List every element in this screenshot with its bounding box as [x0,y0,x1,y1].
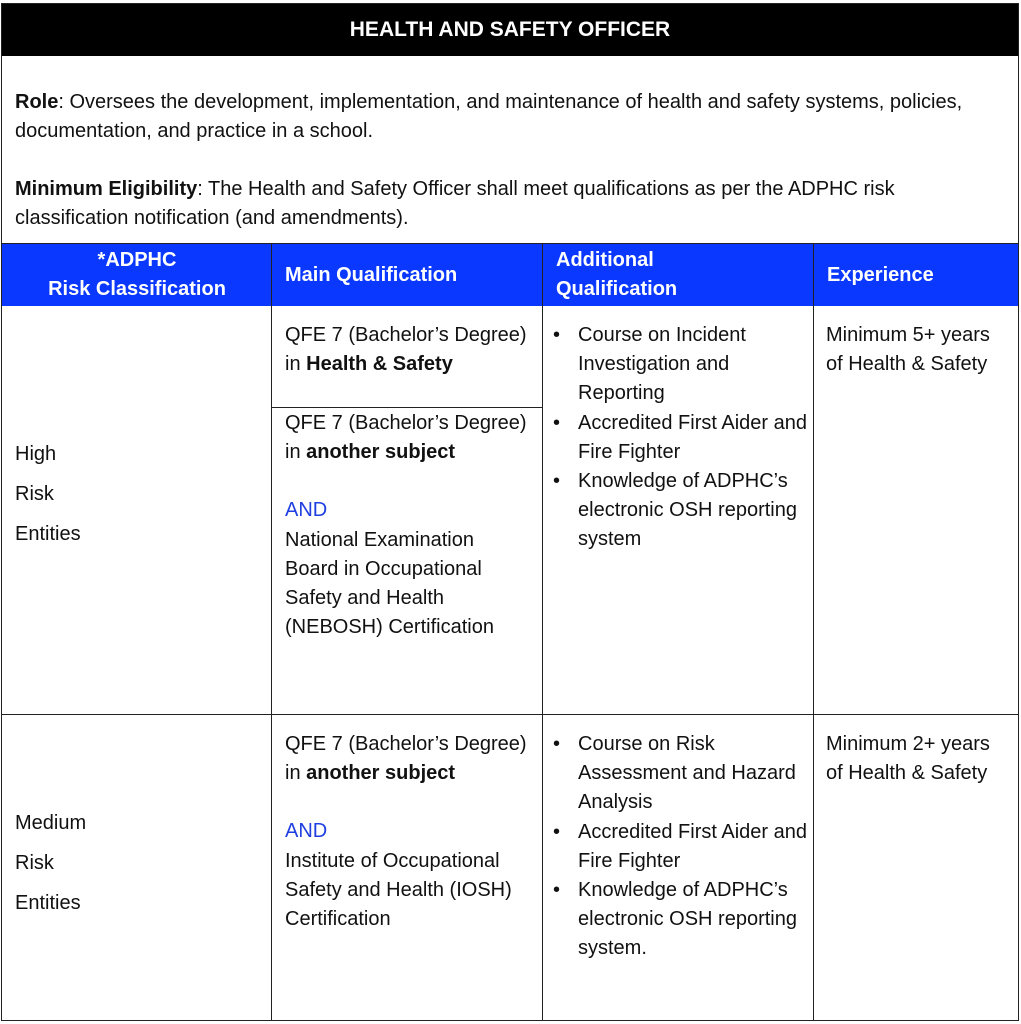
classification-word: Entities [15,892,81,914]
main-qualification-subject: another subject [306,762,456,785]
eligibility-paragraph [15,175,1005,233]
header-main-qualification: Main Qualification [285,263,458,286]
list-item: • Accredited First Aider and Fire Fighter [547,409,809,467]
certification-text: Institute of Occupational Safety and Health (IOSH) Certification [285,849,512,931]
classification-word: Medium [15,812,87,834]
row-high-main-qualification-a [285,321,530,379]
row-high-classification [15,434,255,554]
table-header-row [2,244,1018,306]
role-text: : Oversees the development, implementation, and maintenance of health and safety systems, policies, documentation, and practice in a school. [15,91,963,142]
list-item: • Course on Risk Assessment and Hazard Analysis [547,730,809,818]
header-classification-line2: Risk Classification [48,278,226,300]
column-divider [813,244,814,1020]
classification-word: High [15,443,57,465]
role-paragraph [15,88,1005,146]
main-qualification-prefix: QFE 7 (Bachelor’s Degree) in [285,324,527,376]
main-qualification-subject: Health & Safety [306,353,453,376]
list-item: • Accredited First Aider and Fire Fighter [547,818,809,876]
list-item: • Knowledge of ADPHC’s electronic OSH reporting system [547,467,809,555]
and-connector: AND [285,499,328,522]
row-high-additional-qualification [547,321,809,555]
row-high-main-qualification-b [285,409,530,642]
row-divider [2,714,1018,715]
row-medium-classification [15,803,255,923]
row-medium-main-qualification [285,730,530,934]
header-additional-qualification [543,244,814,306]
table-top-border [2,243,1018,244]
page-title: HEALTH AND SAFETY OFFICER [2,4,1018,56]
certification-text: National Examination Board in Occupational Safety and Health (NEBOSH) Certification [285,528,494,639]
header-classification-line1: *ADPHC [97,249,177,271]
list-item: • Knowledge of ADPHC’s electronic OSH reporting system. [547,876,809,964]
header-additional-line2: Qualification [556,278,678,300]
classification-word: Entities [15,523,81,545]
header-experience: Experience [827,263,934,286]
sub-row-divider [271,407,543,408]
qualification-card [1,3,1019,1021]
main-qualification-prefix: QFE 7 (Bachelor’s Degree) in [285,733,527,785]
row-medium-experience: Minimum 2+ years of Health & Safety [826,733,990,785]
main-qualification-prefix: QFE 7 (Bachelor’s Degree) in [285,412,527,464]
classification-word: Risk [15,483,54,505]
row-medium-additional-qualification [547,730,809,964]
header-additional-line1: Additional [556,249,654,271]
column-divider [542,244,543,1020]
eligibility-text: : The Health and Safety Officer shall meet qualifications as per the ADPHC risk classification notification (and amendments). [15,178,895,229]
header-classification [2,244,272,306]
classification-word: Risk [15,852,54,874]
role-label: Role [15,91,59,113]
eligibility-label: Minimum Eligibility [15,178,198,200]
list-item: • Course on Incident Investigation and Reporting [547,321,809,409]
and-connector: AND [285,820,328,843]
column-divider [271,244,272,1020]
main-qualification-subject: another subject [306,441,456,464]
row-high-experience: Minimum 5+ years of Health & Safety [826,324,990,376]
